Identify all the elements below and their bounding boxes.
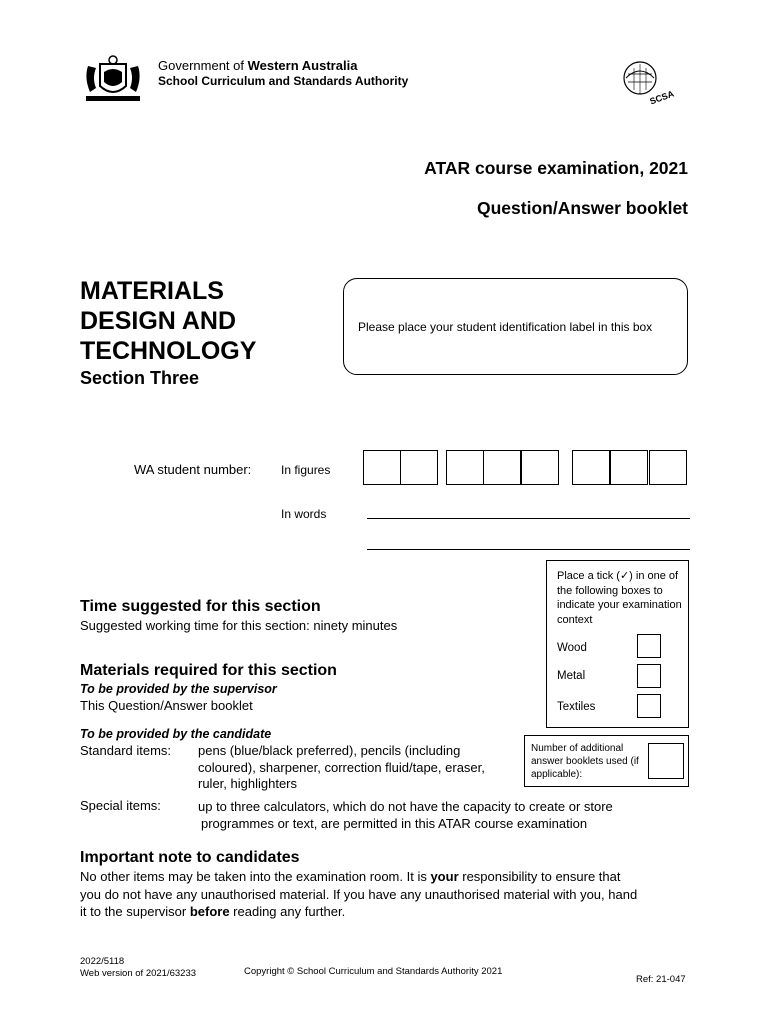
footer-ref: Ref: 21-047 xyxy=(636,974,686,985)
text-span: No other items may be taken into the examination room. It is xyxy=(80,869,431,884)
subject-line: MATERIALS xyxy=(80,277,224,305)
scsa-logo-text: SCSA xyxy=(648,88,676,107)
text-span: it to the supervisor xyxy=(80,904,190,919)
context-option-metal: Metal xyxy=(557,670,586,682)
context-option-textiles: Textiles xyxy=(557,701,596,713)
materials-heading: Materials required for this section xyxy=(80,662,337,679)
subject-line: DESIGN AND xyxy=(80,307,237,335)
government-line xyxy=(158,58,357,73)
important-line: you do not have any unauthorised material. If you have any unauthorised material with you, hand xyxy=(80,886,638,902)
footer-code: 2022/5118 xyxy=(80,956,125,967)
authority-name: School Curriculum and Standards Authority xyxy=(158,74,409,88)
textiles-checkbox[interactable] xyxy=(637,694,661,718)
gov-prefix: Government of xyxy=(158,58,248,73)
important-text xyxy=(80,868,700,921)
important-line xyxy=(80,868,700,886)
exam-title: ATAR course examination, 2021 xyxy=(424,158,688,178)
special-items-list xyxy=(198,798,613,832)
wa-student-number-label: WA student number: xyxy=(134,462,252,477)
subject-line: TECHNOLOGY xyxy=(80,337,257,365)
student-number-digit-box[interactable] xyxy=(610,450,648,485)
emphasis-before: before xyxy=(189,904,230,919)
footer-copyright: Copyright © School Curriculum and Standards Authority 2021 xyxy=(244,966,503,977)
standard-items-line: coloured), sharpener, correction fluid/tape, eraser, xyxy=(198,759,485,775)
time-text: Suggested working time for this section: ninety minutes xyxy=(80,618,398,633)
section-title: Section Three xyxy=(80,368,200,388)
in-words-line[interactable] xyxy=(367,549,690,550)
time-heading: Time suggested for this section xyxy=(80,598,321,615)
additional-booklets-text: Number of additional answer booklets used (if applicable): xyxy=(531,743,639,780)
student-number-digit-box[interactable] xyxy=(446,450,484,485)
text-span: reading any further. xyxy=(229,904,346,919)
special-items-label: Special items: xyxy=(80,798,161,813)
special-items-line: up to three calculators, which do not have the capacity to create or store xyxy=(198,799,613,814)
student-number-digit-box[interactable] xyxy=(649,450,687,485)
context-option-wood: Wood xyxy=(557,642,587,654)
student-number-digit-box[interactable] xyxy=(572,450,610,485)
supervisor-item: This Question/Answer booklet xyxy=(80,698,253,713)
important-heading: Important note to candidates xyxy=(80,849,300,866)
footer-web-version: Web version of 2021/63233 xyxy=(80,968,197,979)
in-figures-label: In figures xyxy=(281,463,331,477)
booklet-title: Question/Answer booklet xyxy=(477,198,688,218)
candidate-heading: To be provided by the candidate xyxy=(80,727,272,741)
text-span: responsibility to ensure that xyxy=(458,869,621,884)
wa-crest-logo xyxy=(82,52,144,106)
in-words-label: In words xyxy=(281,507,327,521)
wood-checkbox[interactable] xyxy=(637,634,661,658)
student-number-digit-box[interactable] xyxy=(400,450,438,485)
scsa-logo xyxy=(618,56,680,108)
standard-items-label: Standard items: xyxy=(80,743,172,758)
student-id-label-instruction: Please place your student identification label in this box xyxy=(358,320,653,334)
standard-items-line: pens (blue/black preferred), pencils (including xyxy=(198,743,461,758)
supervisor-heading: To be provided by the supervisor xyxy=(80,682,277,696)
emphasis-your: your xyxy=(430,869,459,884)
in-words-line[interactable] xyxy=(367,518,690,519)
standard-items-line: ruler, highlighters xyxy=(198,776,297,791)
student-number-digit-box[interactable] xyxy=(483,450,521,485)
student-number-digit-box[interactable] xyxy=(521,450,559,485)
gov-state: Western Australia xyxy=(247,58,358,73)
special-items-line: programmes or text, are permitted in this ATAR course examination xyxy=(201,816,588,831)
important-line xyxy=(80,903,700,921)
metal-checkbox[interactable] xyxy=(637,664,661,688)
standard-items-list xyxy=(198,743,485,793)
context-instruction: Place a tick (✓) in one of the following boxes to indicate your examination context xyxy=(557,570,682,626)
student-number-digit-box[interactable] xyxy=(363,450,401,485)
subject-title xyxy=(80,276,256,366)
additional-booklets-count-box[interactable] xyxy=(648,743,684,779)
